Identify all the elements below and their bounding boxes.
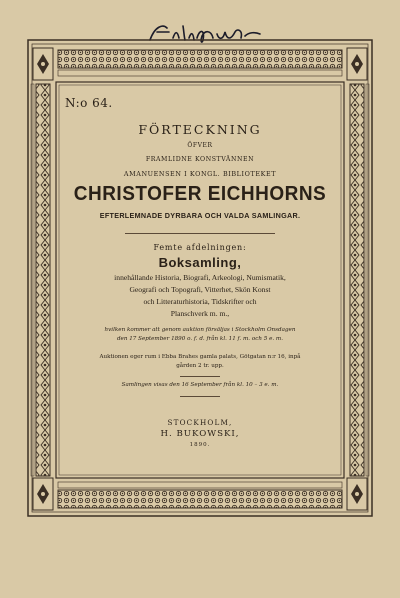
collector-name: CHRISTOFER EICHHORNS [73,183,327,206]
category-line: och Litteraturhistoria, Tidskrifter och [143,297,257,306]
location-line: Auktionen eger rum i Ebba Brahes gamla palats, Götgatan n:r 16, inpå [99,354,301,360]
amanuensen-line: AMANUENSEN I KONGL. BIBLIOTEKET [123,170,277,178]
catalogue-number: N:o 64. [65,96,113,110]
viewing-line: Samlingen visas den 16 September från kl. 10 – 3 e. m. [121,382,279,388]
section-title: Boksamling, [158,255,242,270]
section-label: Femte afdelningen: [153,243,247,252]
over-line: ÖFVER [187,142,213,149]
short-rule [180,396,220,397]
imprint-city: STOCKHOLM, [167,418,233,427]
category-line: Planschverk m. m., [170,309,230,318]
title: FÖRTECKNING [138,122,262,137]
category-line: innehållande Historia, Biografi, Arkeologi, Numismatik, [114,273,286,282]
auction-date-line: den 17 September 1890 o. f. d. från kl. 11 f. m. och 5 e. m. [116,336,284,342]
framlidne-line: FRAMLIDNE KONSTVÄNNEN [145,156,255,163]
category-line: Geografi och Topografi, Vitterhet, Skön Konst [129,285,271,294]
short-rule [180,376,220,377]
location-line: gården 2 tr. upp. [176,363,224,369]
imprint-printer: H. BUKOWSKI, [160,429,240,439]
auction-date-line: hvilken kommer att genom auktion försäljas i Stockholm Onsdagen [104,327,296,333]
imprint-year: 1890. [189,442,211,448]
cover-text [65,96,335,474]
collection-subtitle: EFTERLEMNADE DYRBARA OCH VALDA SAMLINGAR. [99,211,301,220]
divider-rule [125,233,275,234]
